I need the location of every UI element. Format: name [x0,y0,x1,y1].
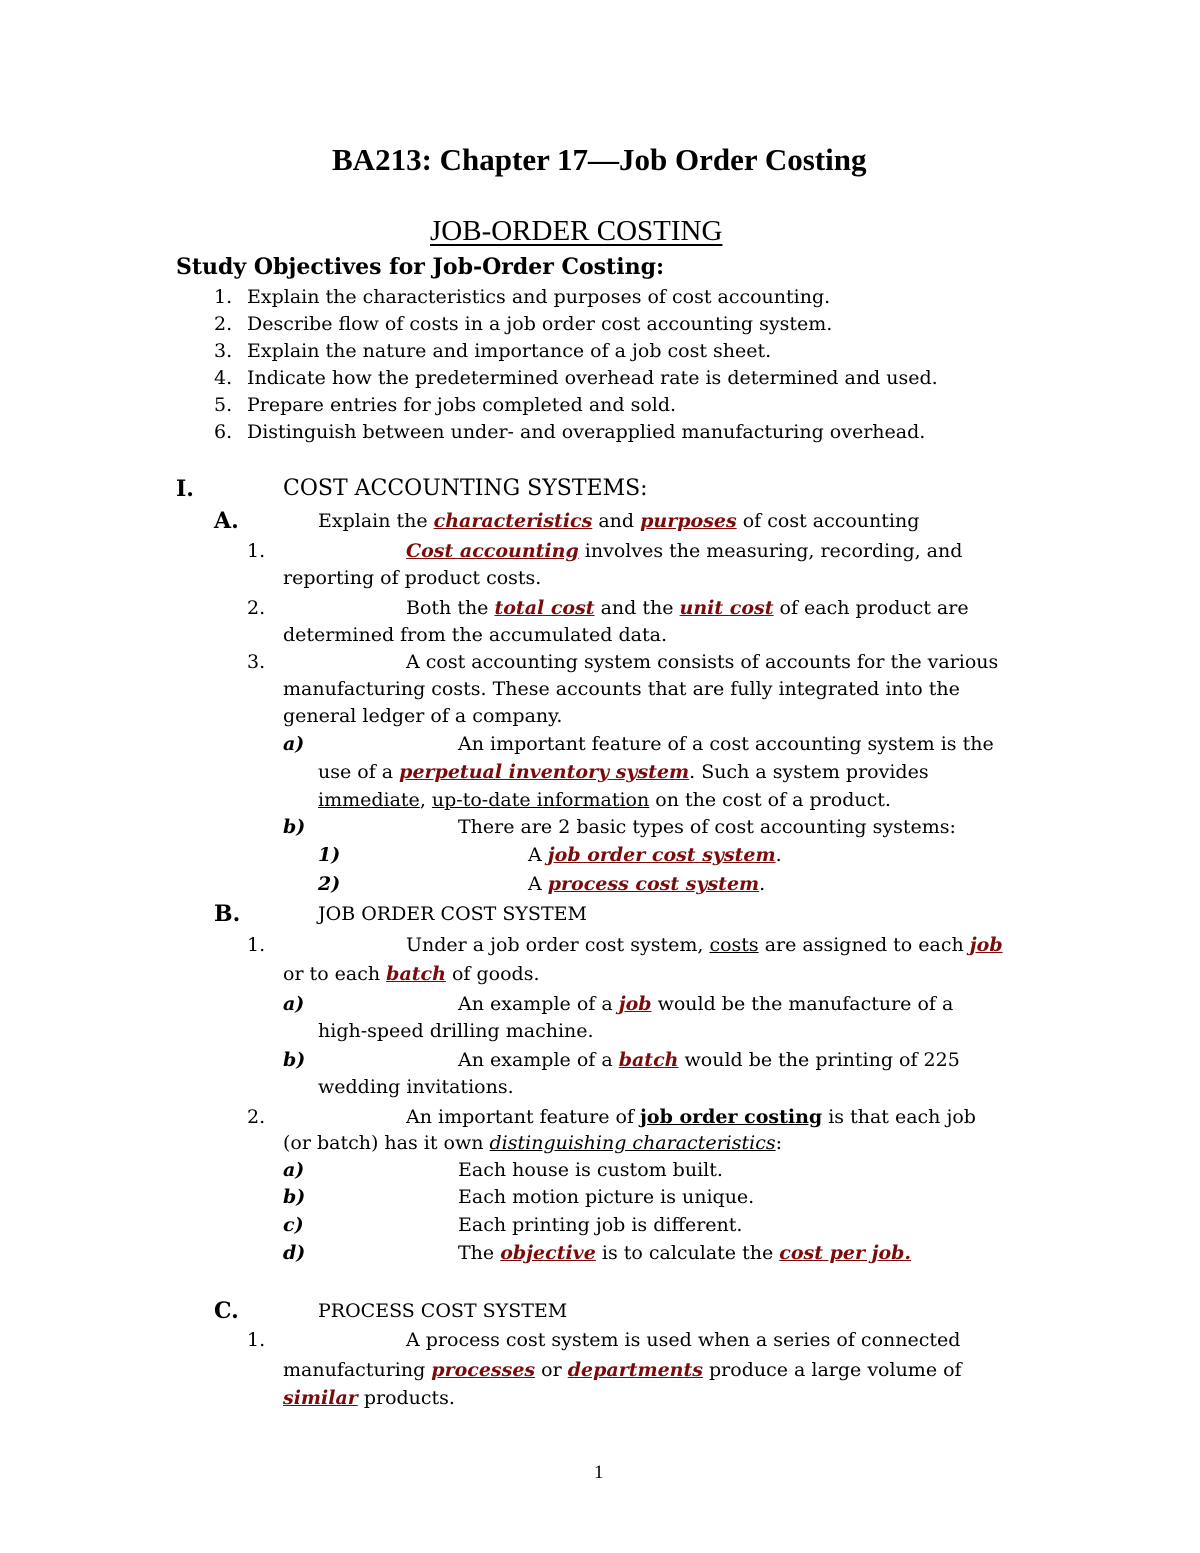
subitem-letter: a) [283,993,305,1015]
objective-item: 6. [214,421,233,443]
item-text-cont: determined from the accumulated data. [283,624,667,646]
section-heading: JOB-ORDER COSTING [430,215,723,247]
objectives-heading: Study Objectives for Job-Order Costing: [176,254,665,280]
item-text: A process cost system is used when a series of connected [406,1329,961,1351]
item-text-cont: similar products. [283,1387,455,1409]
subitem-letter: b) [283,1186,306,1208]
objective-item: 2. [214,313,233,335]
objective-item: 4. [214,367,233,389]
subsubitem-text: A job order cost system. [528,844,782,866]
item-text-cont: manufacturing processes or departments produce a large volume of [283,1359,962,1381]
subsubitem-text: A process cost system. [528,873,766,895]
item-text-cont: general ledger of a company. [283,705,563,727]
item-number: 2. [247,1106,266,1128]
subsection-letter: A. [214,508,239,534]
subitem-text: The objective is to calculate the cost per job. [458,1242,912,1264]
objective-text: Explain the characteristics and purposes of cost accounting. [247,286,831,308]
subitem-text: Each printing job is different. [458,1214,743,1236]
document-title: BA213: Chapter 17—Job Order Costing [332,142,867,177]
subitem-text-cont: wedding invitations. [318,1076,514,1098]
subsection-c-title: PROCESS COST SYSTEM [318,1300,568,1322]
item-text: Cost accounting involves the measuring, recording, and [406,540,963,562]
subitem-text: An example of a job would be the manufacture of a [458,993,954,1015]
item-number: 1. [247,540,266,562]
item-text-cont: manufacturing costs. These accounts that are fully integrated into the [283,678,960,700]
item-text: An important feature of job order costing is that each job [406,1106,976,1128]
subsection-letter: B. [214,901,241,927]
subsubitem-number: 2) [318,873,341,895]
subitem-letter: b) [283,816,306,838]
subsection-a-title: Explain the characteristics and purposes of cost accounting [318,510,920,532]
objective-text: Prepare entries for jobs completed and sold. [247,394,677,416]
item-text-cont: reporting of product costs. [283,567,542,589]
page-number: 1 [594,1462,604,1483]
item-number: 3. [247,651,266,673]
subitem-letter: b) [283,1049,306,1071]
objective-item: 1. [214,286,233,308]
subitem-text: There are 2 basic types of cost accounting systems: [458,816,956,838]
subitem-text-cont: high-speed drilling machine. [318,1020,594,1042]
section-number: I. [176,476,194,502]
item-text-cont: (or batch) has it own distinguishing characteristics: [283,1132,782,1154]
item-number: 1. [247,934,266,956]
subitem-letter: a) [283,733,305,755]
objective-text: Indicate how the predetermined overhead rate is determined and used. [247,367,938,389]
subitem-text-cont: use of a perpetual inventory system. Such a system provides [318,761,929,783]
subitem-letter: d) [283,1242,306,1264]
subitem-text: An important feature of a cost accounting system is the [458,733,994,755]
subsubitem-number: 1) [318,844,341,866]
subitem-letter: a) [283,1159,305,1181]
objective-item: 5. [214,394,233,416]
subitem-text-cont: immediate, up-to-date information on the cost of a product. [318,789,891,811]
objective-text: Explain the nature and importance of a job cost sheet. [247,340,772,362]
subitem-letter: c) [283,1214,304,1236]
item-text: A cost accounting system consists of accounts for the various [406,651,999,673]
item-text: Under a job order cost system, costs are assigned to each job [406,934,1003,956]
objective-text: Distinguish between under- and overapplied manufacturing overhead. [247,421,926,443]
subsection-b-title: JOB ORDER COST SYSTEM [318,903,587,925]
section-title: COST ACCOUNTING SYSTEMS: [283,476,648,501]
subitem-text: Each house is custom built. [458,1159,723,1181]
item-number: 1. [247,1329,266,1351]
item-number: 2. [247,597,266,619]
objective-item: 3. [214,340,233,362]
subitem-text: Each motion picture is unique. [458,1186,755,1208]
item-text: Both the total cost and the unit cost of each product are [406,597,969,619]
item-text-cont: or to each batch of goods. [283,963,540,985]
subitem-text: An example of a batch would be the printing of 225 [458,1049,960,1071]
subsection-letter: C. [214,1298,239,1324]
objective-text: Describe flow of costs in a job order cost accounting system. [247,313,833,335]
